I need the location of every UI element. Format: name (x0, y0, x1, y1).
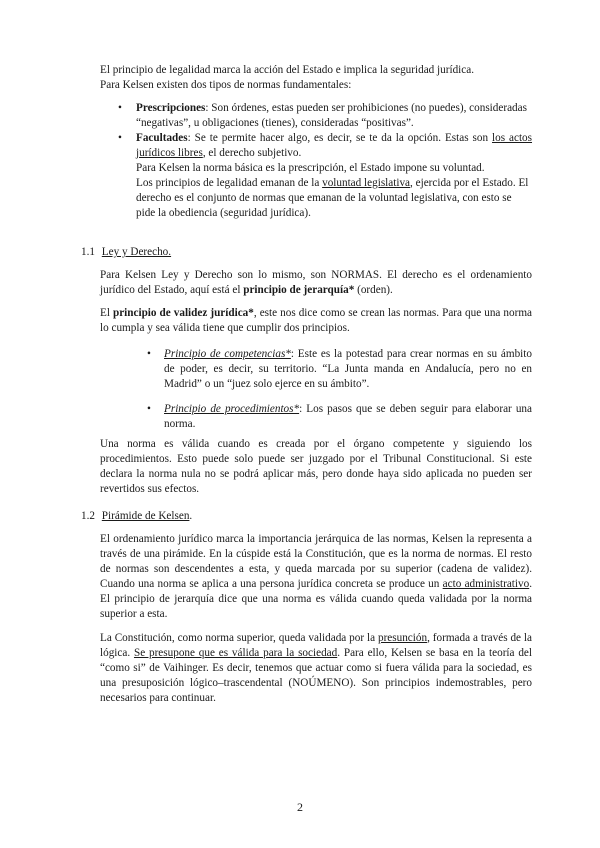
competencias-text (164, 347, 532, 392)
link-voluntad-legislativa: voluntad legislativa (322, 177, 411, 189)
paragraph-ley-derecho (100, 268, 532, 298)
text-run: , formada a través de la lógica. (100, 632, 532, 659)
term-principio-jerarquia: principio de jerarquía* (243, 284, 355, 296)
link-actos-juridicos-libres: los actos jurídicos libres (136, 132, 533, 159)
paragraph-norma-valida: Una norma es válida cuando es creada por el órgano competente y siguiendo los procedimientos. Esto puede solo puede ser juzgado por el Tribunal Constitucional. Si este declara la norma nula no se podrá aplicar más, pero donde haya sido aplicada no pueden ser revertidos sus efectos. (100, 438, 532, 495)
term-principio-procedimientos: Principio de procedimientos* (164, 403, 300, 415)
bullet-icon: • (147, 348, 151, 360)
text-run: . Para ello, Kelsen se basa en la teoría del “como si” de Vaihinger. Es decir, tenemos que actuar como si fuera válida para la sociedad, es una presuposición lógico–trascendental (NOÚMENO). Son principios indemostrables, pero necesarios para continuar. (100, 647, 532, 704)
intro-line-1: El principio de legalidad marca la acción del Estado e implica la seguridad jurídica. (100, 64, 475, 76)
procedimientos-text (164, 402, 532, 432)
text-run: . El principio de jerarquía dice que una norma es válida cuando queda validada por la norma superior a esta. (100, 578, 532, 620)
facultades-desc-2: , el derecho subjetivo. (202, 147, 302, 159)
bullet-icon: • (147, 403, 151, 415)
link-presuncion: presunción (377, 632, 428, 644)
prescripciones-desc-1: : Son órdenes, estas pueden ser prohibiciones (no puedes), consideradas (205, 102, 527, 114)
section-heading-1-1 (81, 245, 171, 260)
link-presupone-valida: Se presupone que es válida para la sociedad (133, 647, 338, 659)
list-item-procedimientos (100, 402, 532, 432)
text-run: La Constitución, como norma superior, queda validada por la (100, 632, 378, 644)
facultades-text (136, 131, 532, 161)
facultades-desc-3: Para Kelsen la norma básica es la prescripción, el Estado impone su voluntad. (136, 162, 485, 174)
page-number: 2 (297, 800, 303, 814)
term-principio-competencias: Principio de competencias* (164, 348, 291, 360)
section-number: 1.1 (81, 246, 95, 258)
list-item-prescripciones (100, 101, 532, 131)
text-run: El ordenamiento jurídico marca la importancia jerárquica de las normas, Kelsen la representa a través de una pirámide. En la cúspide está la Constitución, que es la norma de normas. El resto de normas son descendentes a esta, y queda marcada por su superior (cadena de validez). Cuando una norma se aplica a una persona jurídica concreta se produce un (100, 533, 532, 590)
list-item-competencias (100, 347, 532, 392)
intro-line-2: Para Kelsen existen dos tipos de normas fundamentales: (100, 79, 352, 91)
facultades-desc-4a: Los principios de legalidad emanan de la (136, 177, 323, 189)
section-heading-1-2 (81, 509, 192, 524)
text-run: (orden). (354, 284, 393, 296)
section-number: 1.2 (81, 510, 95, 522)
text-run: : Los pasos que se deben seguir para elaborar una norma. (164, 403, 532, 430)
prescripciones-desc-2: “negativas”, u obligaciones (tienes), consideradas “positivas”. (136, 117, 414, 129)
paragraph-piramide (100, 532, 532, 622)
norm-types-list (100, 101, 532, 221)
facultades-desc-4 (136, 176, 532, 221)
prescripciones-text (136, 101, 532, 116)
link-acto-administrativo: acto administrativo (442, 578, 530, 590)
term-facultades: Facultades (136, 132, 188, 144)
text-run: El (100, 307, 113, 319)
term-prescripciones: Prescripciones (136, 102, 206, 114)
principles-list (100, 347, 532, 432)
intro-paragraph (100, 63, 530, 93)
facultades-desc-4b: , ejercida por el Estado. El derecho es el conjunto de normas que emanan de la voluntad legislativa, con esto se pide la obediencia (seguridad jurídica). (136, 177, 529, 219)
list-item-facultades (100, 131, 532, 221)
section-title: Pirámide de Kelsen (101, 510, 190, 522)
text-run: , este nos dice como se crean las normas. Para que una norma lo cumpla y sea válida tiene que cumplir dos principios. (100, 307, 532, 334)
text-run: : Este es la potestad para crear normas en su ámbito de poder, es decir, su territorio. “La Junta manda en Andalucía, pero no en Madrid” o un “juez solo ejerce en su ámbito”. (164, 348, 532, 390)
text-run: Para Kelsen Ley y Derecho son lo mismo, son NORMAS. El derecho es el ordenamiento jurídico del Estado, aquí está el (100, 269, 532, 296)
paragraph-constitucion (100, 631, 532, 706)
term-principio-validez: principio de validez jurídica* (112, 307, 254, 319)
paragraph-validez (100, 306, 532, 336)
bullet-icon: • (118, 132, 122, 144)
section-title-dot: . (189, 510, 193, 522)
bullet-icon: • (118, 102, 122, 114)
facultades-desc-1: : Se te permite hacer algo, es decir, se te da la opción. Estas son (187, 132, 489, 144)
section-title: Ley y Derecho. (101, 246, 172, 258)
